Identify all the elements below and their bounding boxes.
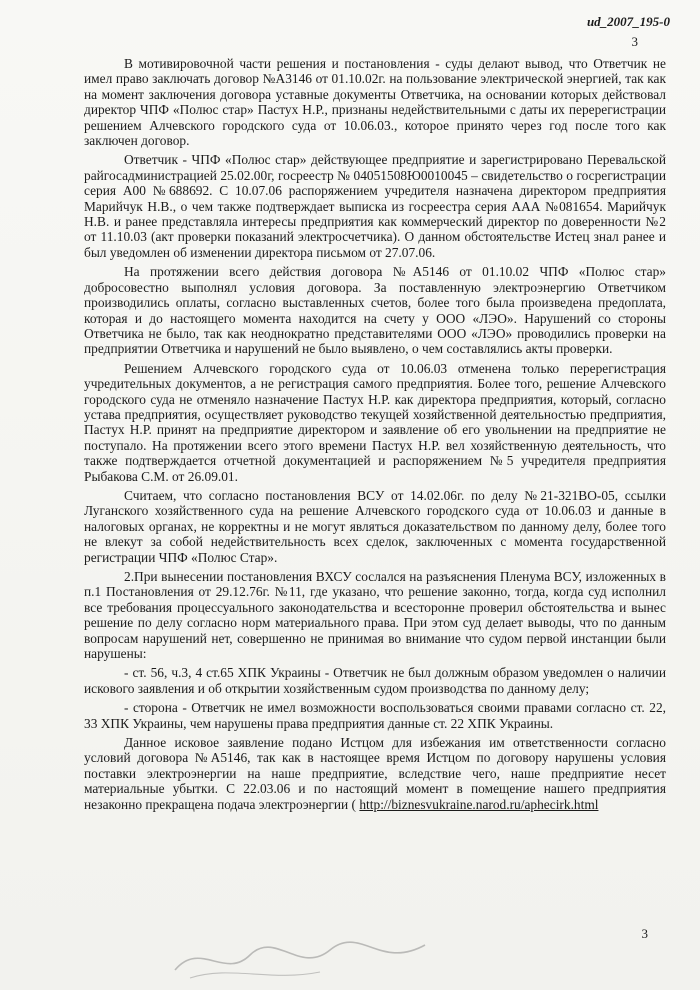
paragraph-3: На протяжении всего действия договора №А5146 от 01.10.02 ЧПФ «Полюс стар» добросовестно выполнял условия договора. За поставленную электроэнергию Ответчиком производились оплаты, согласно выставленных счетов, более того была произведена предоплата, которая и до настоящего момента находится на счету у ООО «ЛЭО». Нарушений со стороны Ответчика не было, так как неоднократно представителями ООО «ЛЭО» проводились проверки на предприятии Ответчика и нарушений не было выявлено, о чем составлялись акты проверки. <box>84 264 666 357</box>
paragraph-9-text: Данное исковое заявление подано Истцом для избежания им ответственности согласно условий договора №А5146, так как в настоящее время Истцом по договору нарушены условия поставки электроэнергии на наше предприятие, вследствие чего, наше предприятие несет материальные убытки. С 22.03.06 и по настоящий момент в помещение нашего предприятия незаконно прекращена подача электроэнергии ( <box>84 735 666 812</box>
paragraph-9 <box>84 735 666 812</box>
faint-signature-mark <box>170 930 430 985</box>
paragraph-4: Решением Алчевского городского суда от 10.06.03 отменена только перерегистрация учредительных документов, а не регистрация самого предприятия. Более того, решение Алчевского городского суда не отменяло назначение Пастух Н.Р. как директора предприятия, который, согласно устава предприятия, осуществляет руководство текущей хозяйственной деятельностью предприятия, Пастух Н.Р. принят на предприятие директором и заявление об его увольнении на предприятие не поступало. На протяжении всего этого времени Пастух Н.Р. вел хозяйственную деятельность, что также подтверждается отчетной документацией и распоряжением №5 учредителя предприятия Рыбакова С.М. от 26.09.01. <box>84 360 666 484</box>
paragraph-2: Ответчик - ЧПФ «Полюс стар» действующее предприятие и зарегистрировано Перевальской райгосадминистрацией 25.02.00г, госреестр № 04051508Ю0010045 – свидетельство о госрегистрации серия А00 №688692. С 10.07.06 распоряжением учредителя назначена директором предприятия Марийчук Н.В., о чем также подтверждает выписка из госреестра серия ААА №081654. Марийчук Н.В. и ранее представляла интересы предприятия как коммерческий директор по доверенности №2 от 11.10.03 (акт проверки показаний электросчетчика). О данном обстоятельстве Истец знал ранее и был уведомлен об изменении директора письмом от 27.07.06. <box>84 152 666 260</box>
page-number-top: 3 <box>631 34 638 49</box>
url-link[interactable]: http://biznesvukraine.narod.ru/aphecirk.html <box>359 796 599 812</box>
paragraph-8: - сторона - Ответчик не имел возможности воспользоваться своими правами согласно ст. 22, 33 ХПК Украины, чем нарушены права предприятия данные ст. 22 ХПК Украины. <box>84 700 666 731</box>
document-body <box>84 56 666 816</box>
paragraph-1: В мотивировочной части решения и постановления - суды делают вывод, что Ответчик не имел право заключать договор №А3146 от 01.10.02г. на пользование электрической энергией, так как на момент заключения договора уставные документы Ответчика, на основании которых действовал директор ЧПФ «Полюс стар» Пастух Н.Р., признаны недействительными с даты их перерегистрации решением Алчевского городского суда от 10.06.03., которое принято через год после того как заключен договор. <box>84 56 666 149</box>
page-number-bottom: 3 <box>641 926 648 941</box>
paragraph-7: - ст. 56, ч.3, 4 ст.65 ХПК Украины - Ответчик не был должным образом уведомлен о наличии искового заявления и об открытии хозяйственным судом производства по данному делу; <box>84 665 666 696</box>
document-id: ud_2007_195-0 <box>586 14 670 29</box>
paragraph-5: Считаем, что согласно постановления ВСУ от 14.02.06г. по делу №21-321ВО-05, ссылки Луганского хозяйственного суда на решение Алчевского городского суда от 10.06.03 и данные в налоговых органах, не корректны и не могут являться доказательством по данному делу, более того не влекут за собой недействительность всех сделок, заключенных с момента государственной регистрации ЧПФ «Полюс Стар». <box>84 487 666 565</box>
paragraph-6: 2.При вынесении постановления ВХСУ сослался на разъяснения Пленума ВСУ, изложенных в п.1 Постановления от 29.12.76г. №11, где указано, что решение законно, тогда, когда суд исполнил все требования процессуального законодательства и всесторонне проверил обстоятельства и вынес решение по делу согласно норм материального права. При этом суд делает выводы, что по данным вопросам нарушений нет, совершенно не принимая во внимание что судом первой инстанции были нарушены: <box>84 569 666 662</box>
